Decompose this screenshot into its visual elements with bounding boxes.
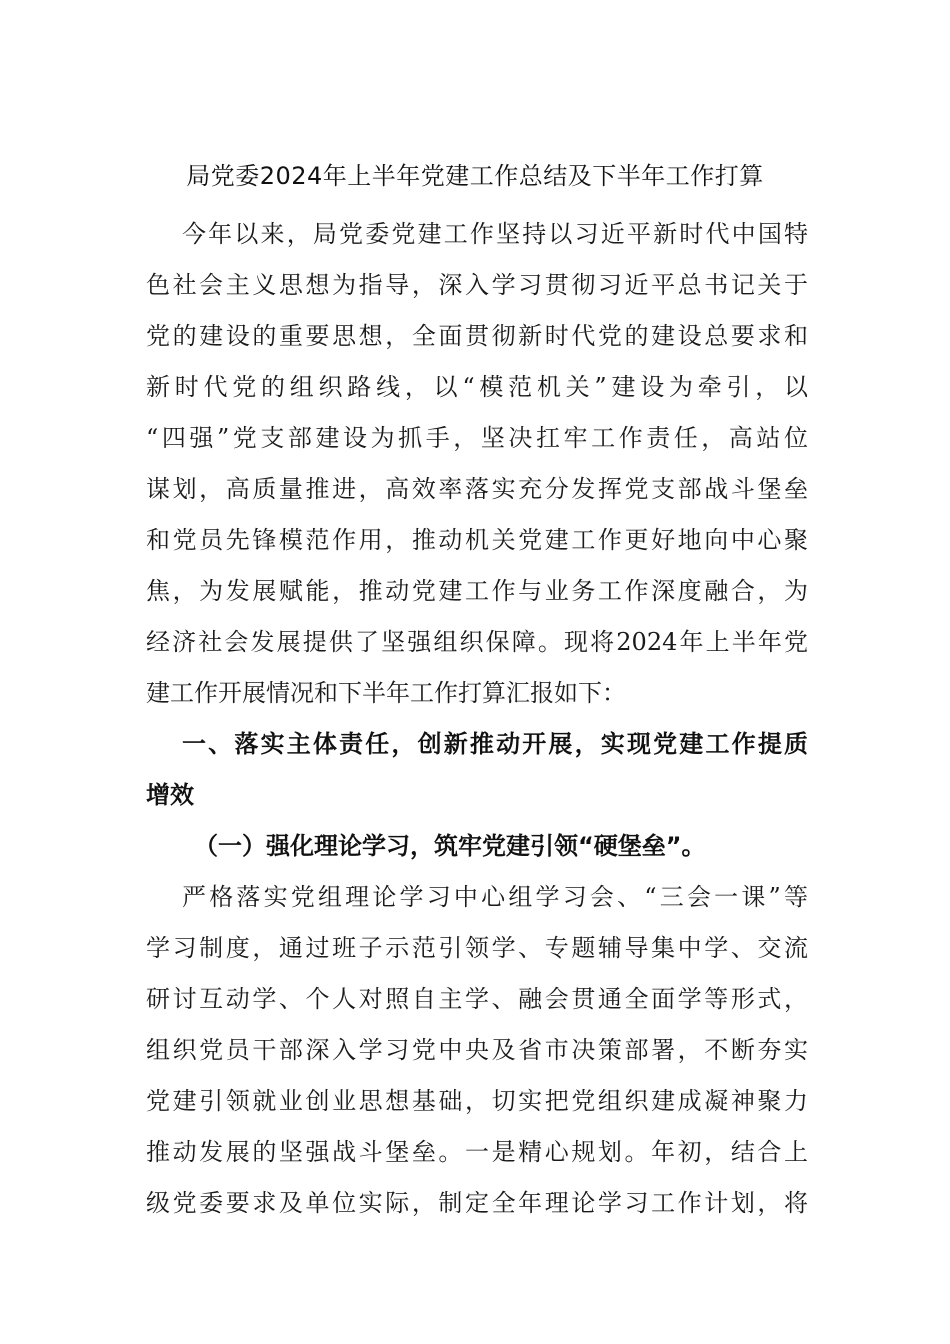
paragraph-line: 研讨互动学、个人对照自主学、融会贯通全面学等形式，	[146, 985, 808, 1013]
document-body	[146, 209, 808, 1229]
paragraph-line: 新时代党的组织路线，以“模范机关”建设为牵引，以	[146, 373, 808, 401]
paragraph-line: 严格落实党组理论学习中心组学习会、“三会一课”等	[182, 883, 808, 911]
paragraph-line: 色社会主义思想为指导，深入学习贯彻习近平总书记关于	[146, 271, 808, 299]
paragraph-line: 党的建设的重要思想，全面贯彻新时代党的建设总要求和	[146, 322, 808, 350]
paragraph-line: “四强”党支部建设为抓手，坚决扛牢工作责任，高站位	[146, 424, 808, 452]
section-heading-1: 一、落实主体责任，创新推动开展，实现党建工作提质	[182, 730, 808, 758]
paragraph-line: 今年以来，局党委党建工作坚持以习近平新时代中国特	[182, 220, 808, 248]
paragraph-line: 焦，为发展赋能，推动党建工作与业务工作深度融合，为	[146, 577, 808, 605]
paragraph-line: 级党委要求及单位实际，制定全年理论学习工作计划，将	[146, 1189, 808, 1217]
paragraph-line: 学习制度，通过班子示范引领学、专题辅导集中学、交流	[146, 934, 808, 962]
paragraph-line: 推动发展的坚强战斗堡垒。一是精心规划。年初，结合上	[146, 1138, 808, 1166]
paragraph-line: 建工作开展情况和下半年工作打算汇报如下：	[146, 679, 626, 707]
paragraph-line: 谋划，高质量推进，高效率落实充分发挥党支部战斗堡垒	[146, 475, 808, 503]
document-title: 局党委2024年上半年党建工作总结及下半年工作打算	[186, 162, 764, 190]
paragraph-line: 组织党员干部深入学习党中央及省市决策部署，不断夯实	[146, 1036, 808, 1064]
paragraph-line: 和党员先锋模范作用，推动机关党建工作更好地向中心聚	[146, 526, 808, 554]
section-heading-1-continued: 增效	[146, 781, 194, 809]
paragraph-line: 经济社会发展提供了坚强组织保障。现将2024年上半年党	[146, 628, 808, 656]
subsection-heading-1: （一）强化理论学习，筑牢党建引领“硬堡垒”。	[194, 832, 706, 860]
paragraph-line: 党建引领就业创业思想基础，切实把党组织建成凝神聚力	[146, 1087, 808, 1115]
